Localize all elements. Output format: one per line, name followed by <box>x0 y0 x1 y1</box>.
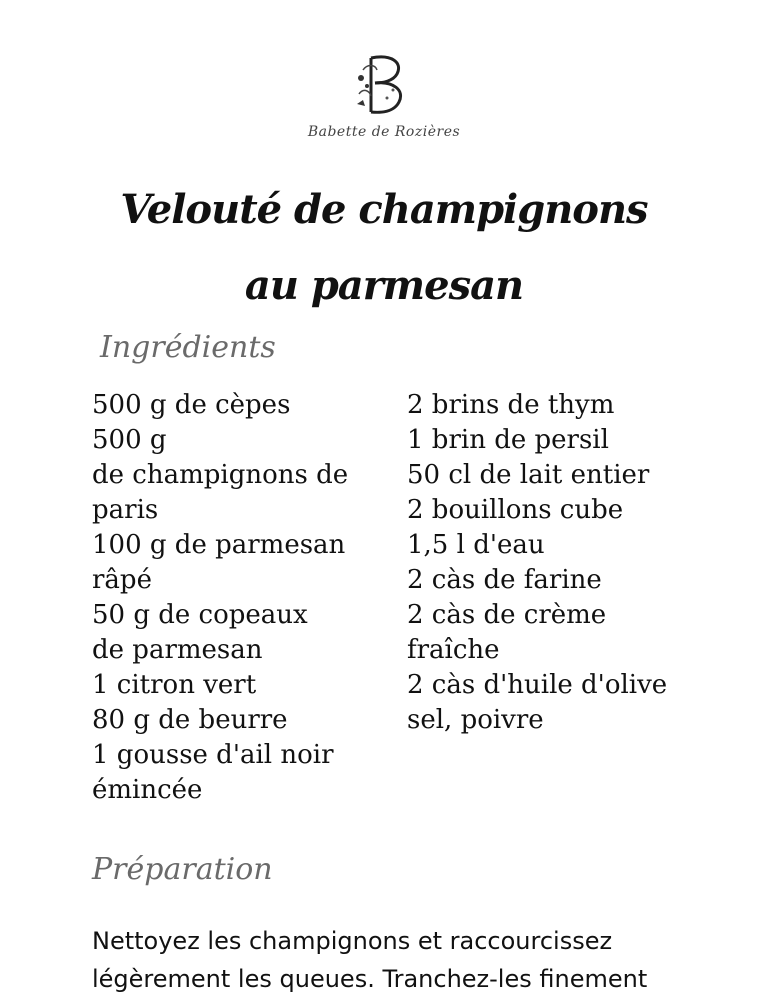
ingredient-item: 1 citron vert <box>92 670 257 700</box>
ingredient-item: 2 càs de crème <box>407 600 607 630</box>
ingredient-item: de champignons de <box>92 460 349 490</box>
ingredient-item: 2 càs de farine <box>407 565 602 595</box>
ingredient-item: fraîche <box>407 635 500 665</box>
ingredient-item: sel, poivre <box>407 705 544 735</box>
ingredient-item: 500 g <box>92 425 167 455</box>
ingredient-item: 1,5 l d'eau <box>407 530 545 560</box>
brand-name: Babette de Rozières <box>307 124 461 140</box>
ingredient-item: râpé <box>92 565 152 595</box>
monogram-b-icon <box>349 50 419 120</box>
preparation-line-1: Nettoyez les champignons et raccourcissez <box>92 927 613 955</box>
recipe-title-line-1: Velouté de champignons <box>120 186 648 233</box>
ingredient-item: émincée <box>92 775 203 805</box>
ingredient-item: paris <box>92 495 159 525</box>
ingredient-item: 500 g de cèpes <box>92 390 291 420</box>
preparation-heading: Préparation <box>92 852 273 887</box>
ingredient-item: 2 brins de thym <box>407 390 615 420</box>
ingredient-item: 2 bouillons cube <box>407 495 624 525</box>
preparation-line-2: légèrement les queues. Tranchez-les finement <box>92 965 648 993</box>
ingredient-item: 100 g de parmesan <box>92 530 346 560</box>
recipe-title-line-2: au parmesan <box>244 262 524 309</box>
ingredient-item: 50 g de copeaux <box>92 600 308 630</box>
ingredient-item: 1 gousse d'ail noir <box>92 740 334 770</box>
ingredients-list-right <box>407 388 707 738</box>
preparation-text <box>92 922 732 998</box>
ingredient-item: de parmesan <box>92 635 263 665</box>
brand-logo <box>0 50 768 140</box>
ingredients-list-left <box>92 388 382 808</box>
ingredient-item: 1 brin de persil <box>407 425 609 455</box>
ingredient-item: 80 g de beurre <box>92 705 288 735</box>
ingredient-item: 50 cl de lait entier <box>407 460 650 490</box>
ingredient-item: 2 càs d'huile d'olive <box>407 670 668 700</box>
ingredients-heading: Ingrédients <box>100 330 276 365</box>
